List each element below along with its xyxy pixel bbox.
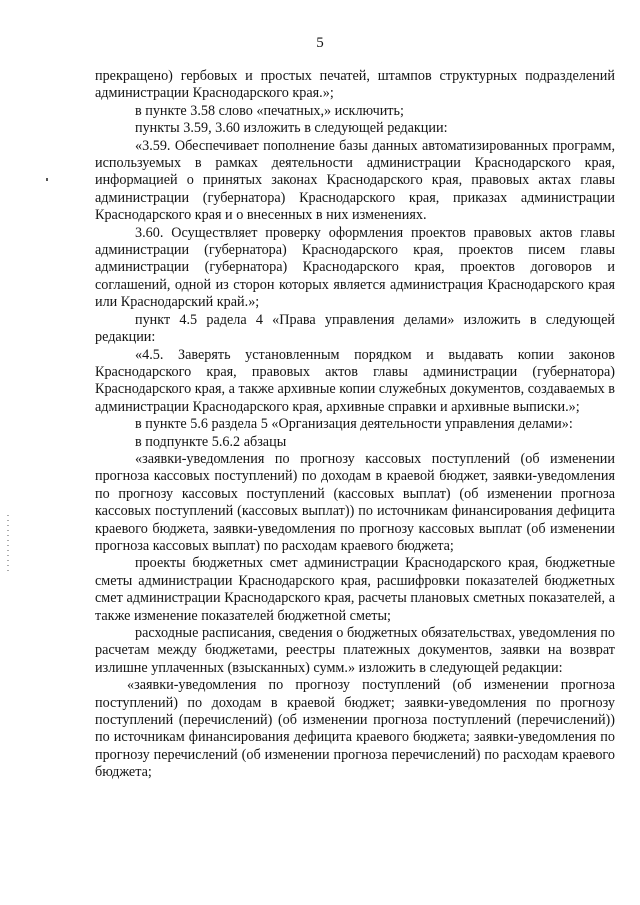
paragraph: пункты 3.59, 3.60 изложить в следующей редакции: <box>135 120 448 137</box>
paragraph: «заявки-уведомления по прогнозу поступлений (об изменении прогноза поступлений) по доходам в краевой бюджет; заявки-уведомления по прогнозу поступлений (перечислений) (об изменении прогноза поступлений (перечислений)) по источникам финансирования дефицита краевого бюджета; заявки-уведомления по прогнозу перечислений (об изменении прогноза перечислений) по расходам краевого бюджета; <box>95 677 615 781</box>
paragraph: в пункте 3.58 слово «печатных,» исключить; <box>135 102 404 119</box>
document-body <box>95 68 615 782</box>
paragraph: пункт 4.5 радела 4 «Права управления делами» изложить в следующей редакции: <box>95 311 615 346</box>
paragraph: в пункте 5.6 раздела 5 «Организация деятельности управления делами»: <box>135 416 573 433</box>
paragraph: расходные расписания, сведения о бюджетных обязательствах, уведомления по расчетам между бюджетами, реестры платежных документов, заявки на возврат излишне уплаченных (взысканных) сумм.» изложить в следующей редакции: <box>95 625 615 676</box>
page-number: 5 <box>316 35 324 51</box>
margin-mark <box>46 178 48 181</box>
paragraph: «4.5. Заверять установленным порядком и выдавать копии законов Краснодарского края, правовых актов главы администрации (губернатора) Краснодарского края, а также архивные копии служебных документов, создаваемых в администрации Краснодарского края, архивные справки и архивные выписки.»; <box>95 346 615 415</box>
margin-dots <box>7 515 9 575</box>
paragraph: «3.59. Обеспечивает пополнение базы данных автоматизированных программ, используемых в рамках деятельности администрации Краснодарского края, информацией о принятых законах Краснодарского края, правовых актах главы администрации (губернатора) Краснодарского края, приказах администрации Краснодарского края и о внесенных в них изменениях. <box>95 137 615 224</box>
paragraph: в подпункте 5.6.2 абзацы <box>135 433 287 450</box>
paragraph: 3.60. Осуществляет проверку оформления проектов правовых актов главы администрации (губернатора) Краснодарского края, проектов писем главы администрации (губернатора) Краснодарского края, проектов договоров и соглашений, одной из сторон которых является администрация Краснодарского края или Краснодарский край.»; <box>95 224 615 311</box>
paragraph: проекты бюджетных смет администрации Краснодарского края, бюджетные сметы администрации Краснодарского края, расшифровки показателей бюджетных смет администрации Краснодарского края, расчеты плановых сметных показателей, а также изменение показателей бюджетной сметы; <box>95 555 615 624</box>
paragraph: прекращено) гербовых и простых печатей, штампов структурных подразделений администрации Краснодарского края.»; <box>95 68 615 102</box>
paragraph: «заявки-уведомления по прогнозу кассовых поступлений (об изменении прогноза кассовых поступлений) по доходам в краевой бюджет, заявки-уведомления по прогнозу кассовых поступлений (кассовых выплат) (об изменении прогноза кассовых поступлений (кассовых выплат)) по источникам финансирования дефицита краевого бюджета, заявки-уведомления по прогнозу кассовых выплат (об изменении прогноза кассовых выплат) по расходам краевого бюджета; <box>95 450 615 554</box>
